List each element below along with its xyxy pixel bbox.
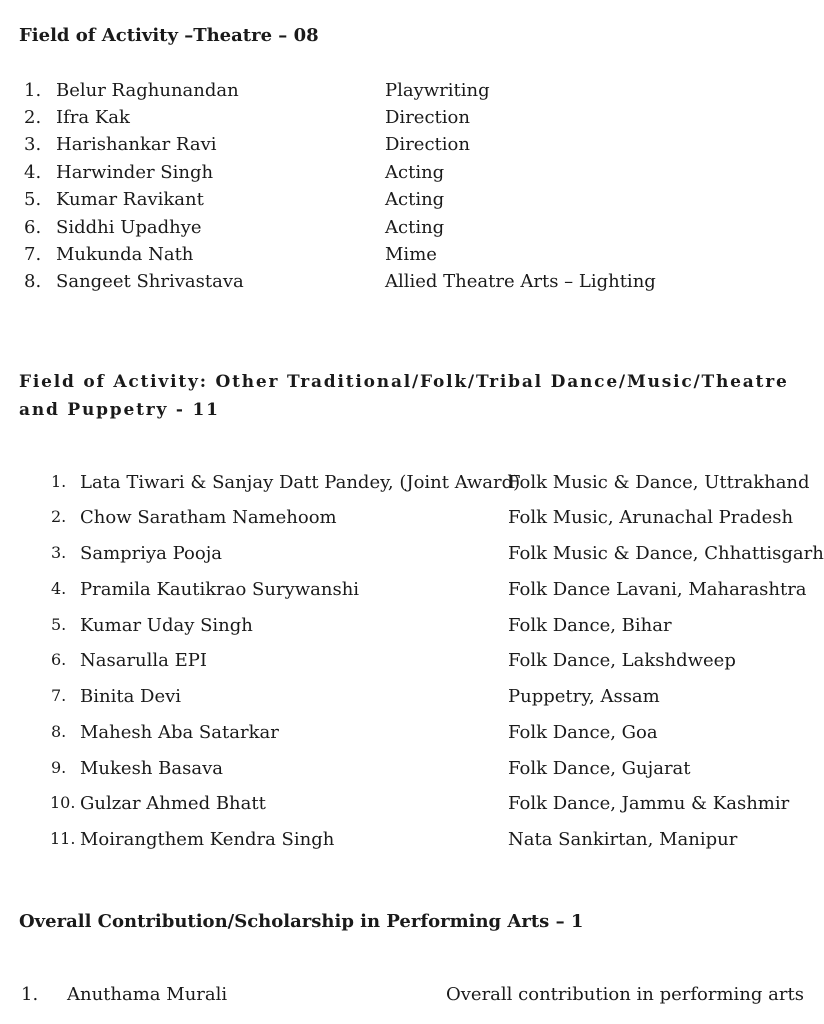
- list-item-number: 5.: [24, 189, 42, 210]
- awardee-name: Mukunda Nath: [56, 244, 194, 265]
- list-item-number: 8.: [51, 722, 67, 741]
- list-item-number: 9.: [51, 758, 67, 777]
- list-item-number: 2.: [24, 107, 42, 128]
- activity-field: Folk Dance, Gujarat: [508, 758, 691, 779]
- section-heading-folk-line2: and Puppetry - 11: [19, 400, 220, 420]
- activity-field: Folk Dance, Lakshdweep: [508, 650, 736, 671]
- activity-field: Acting: [385, 162, 445, 183]
- awardee-name: Pramila Kautikrao Surywanshi: [80, 579, 360, 600]
- section-heading-overall: Overall Contribution/Scholarship in Performing Arts – 1: [19, 911, 584, 932]
- list-item-number: 7.: [51, 686, 67, 705]
- list-item-number: 10.: [50, 793, 76, 812]
- activity-field: Puppetry, Assam: [508, 686, 660, 707]
- list-item-number: 8.: [24, 271, 42, 292]
- activity-field: Folk Music & Dance, Chhattisgarh: [508, 543, 824, 564]
- awardee-name: Sangeet Shrivastava: [56, 271, 244, 292]
- awardee-name: Nasarulla EPI: [80, 650, 207, 671]
- activity-field: Folk Music & Dance, Uttrakhand: [508, 472, 810, 493]
- activity-field: Mime: [385, 244, 437, 265]
- awardee-name: Mukesh Basava: [80, 758, 223, 779]
- activity-field: Playwriting: [385, 80, 490, 101]
- list-item-number: 1.: [51, 472, 67, 491]
- activity-field: Direction: [385, 107, 470, 128]
- activity-field: Folk Music, Arunachal Pradesh: [508, 507, 794, 528]
- awardee-name: Siddhi Upadhye: [56, 217, 202, 238]
- activity-field: Folk Dance, Jammu & Kashmir: [508, 793, 790, 814]
- awardee-name: Harwinder Singh: [56, 162, 214, 183]
- list-item-number: 4.: [51, 579, 67, 598]
- awardee-name: Gulzar Ahmed Bhatt: [80, 793, 266, 814]
- activity-field: Folk Dance, Bihar: [508, 615, 672, 636]
- list-item-number: 3.: [24, 134, 42, 155]
- activity-field: Folk Dance, Goa: [508, 722, 658, 743]
- activity-field: Overall contribution in performing arts: [446, 984, 804, 1005]
- awardee-name: Ifra Kak: [56, 107, 130, 128]
- list-item-number: 1.: [21, 984, 39, 1005]
- awardee-name: Lata Tiwari & Sanjay Datt Pandey, (Joint Award): [80, 472, 521, 493]
- activity-field: Nata Sankirtan, Manipur: [508, 829, 738, 850]
- list-item-number: 2.: [51, 507, 67, 526]
- awardee-name: Mahesh Aba Satarkar: [80, 722, 279, 743]
- awardee-name: Kumar Ravikant: [56, 189, 204, 210]
- awardee-name: Moirangthem Kendra Singh: [80, 829, 335, 850]
- list-item-number: 6.: [51, 650, 67, 669]
- activity-field: Acting: [385, 189, 445, 210]
- awardee-name: Sampriya Pooja: [80, 543, 223, 564]
- awardee-name: Chow Saratham Namehoom: [80, 507, 337, 528]
- awardee-name: Harishankar Ravi: [56, 134, 217, 155]
- list-item-number: 3.: [51, 543, 67, 562]
- activity-field: Allied Theatre Arts – Lighting: [385, 271, 656, 292]
- section-heading-folk-line1: Field of Activity: Other Traditional/Folk/Tribal Dance/Music/Theatre: [19, 372, 789, 392]
- list-item-number: 11.: [50, 829, 76, 848]
- section-heading-theatre: Field of Activity –Theatre – 08: [19, 25, 319, 46]
- list-item-number: 7.: [24, 244, 42, 265]
- awardee-name: Anuthama Murali: [67, 984, 228, 1005]
- activity-field: Acting: [385, 217, 445, 238]
- activity-field: Direction: [385, 134, 470, 155]
- list-item-number: 6.: [24, 217, 42, 238]
- list-item-number: 5.: [51, 615, 67, 634]
- awardee-name: Belur Raghunandan: [56, 80, 239, 101]
- awardee-name: Binita Devi: [80, 686, 182, 707]
- awardee-name: Kumar Uday Singh: [80, 615, 253, 636]
- list-item-number: 4.: [24, 162, 42, 183]
- list-item-number: 1.: [24, 80, 42, 101]
- activity-field: Folk Dance Lavani, Maharashtra: [508, 579, 807, 600]
